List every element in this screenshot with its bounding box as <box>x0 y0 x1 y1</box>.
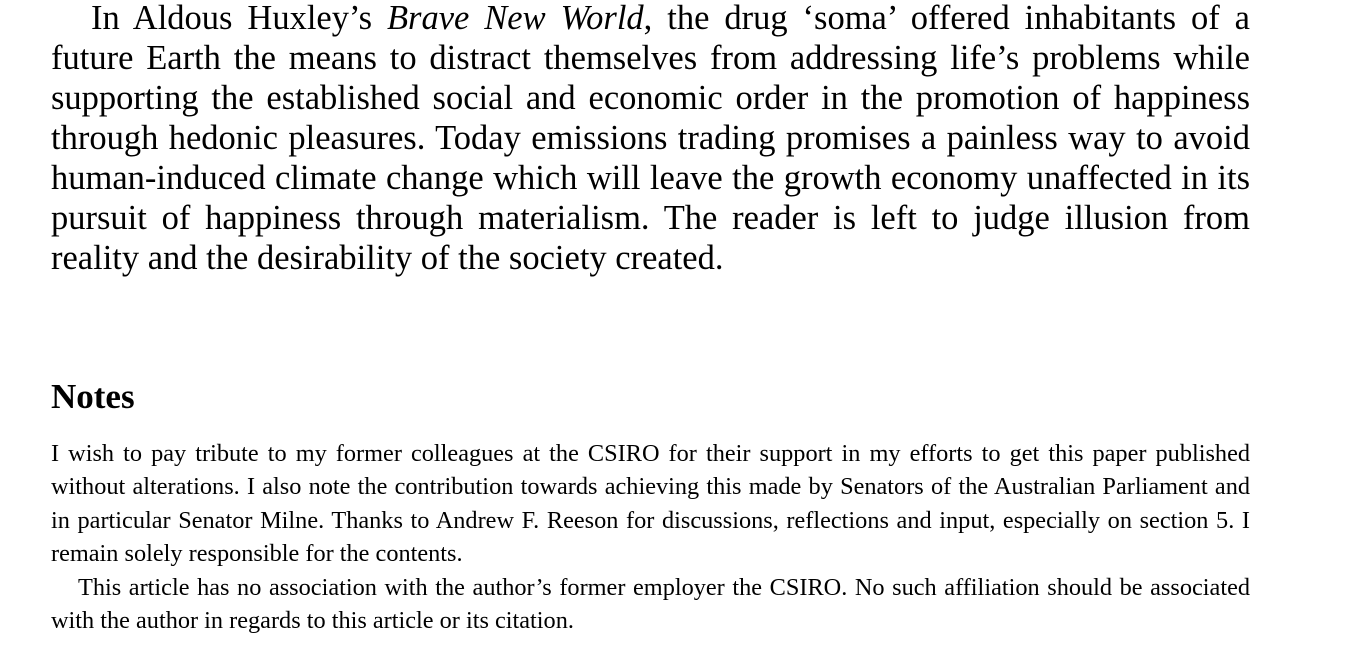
notes-paragraph-disclaimer: This article has no association with the author’s former employer the CSIRO. No such affiliation should be associated with the author in regards to this article or its citation. <box>51 573 1250 635</box>
book-title: Brave New World <box>386 0 644 37</box>
body-text-part2: , the drug ‘soma’ offered inhabitants of a future Earth the means to distract themselves from addressing life’s problems while supporting the established social and economic order in the promotion of happiness through hedonic pleasures. Today emissions trading promises a painless way to avoid human-induced climate change which will leave the growth economy unaffected in its pursuit of happiness through materialism. The reader is left to judge illusion from reality and the desirability of the society created. <box>51 0 1250 277</box>
notes-section <box>51 437 1250 637</box>
body-text-part1: In Aldous Huxley’s <box>91 0 387 37</box>
notes-paragraph-acknowledgements: I wish to pay tribute to my former colleagues at the CSIRO for their support in my efforts to get this paper published without alterations. I also note the contribution towards achieving this made by Senators of the Australian Parliament and in particular Senator Milne. Thanks to Andrew F. Reeson for discussions, reflections and input, especially on section 5. I remain solely responsible for the contents. <box>51 440 1250 568</box>
document-page <box>51 0 1250 635</box>
notes-heading: Notes <box>51 377 135 416</box>
body-paragraph <box>51 0 1250 278</box>
